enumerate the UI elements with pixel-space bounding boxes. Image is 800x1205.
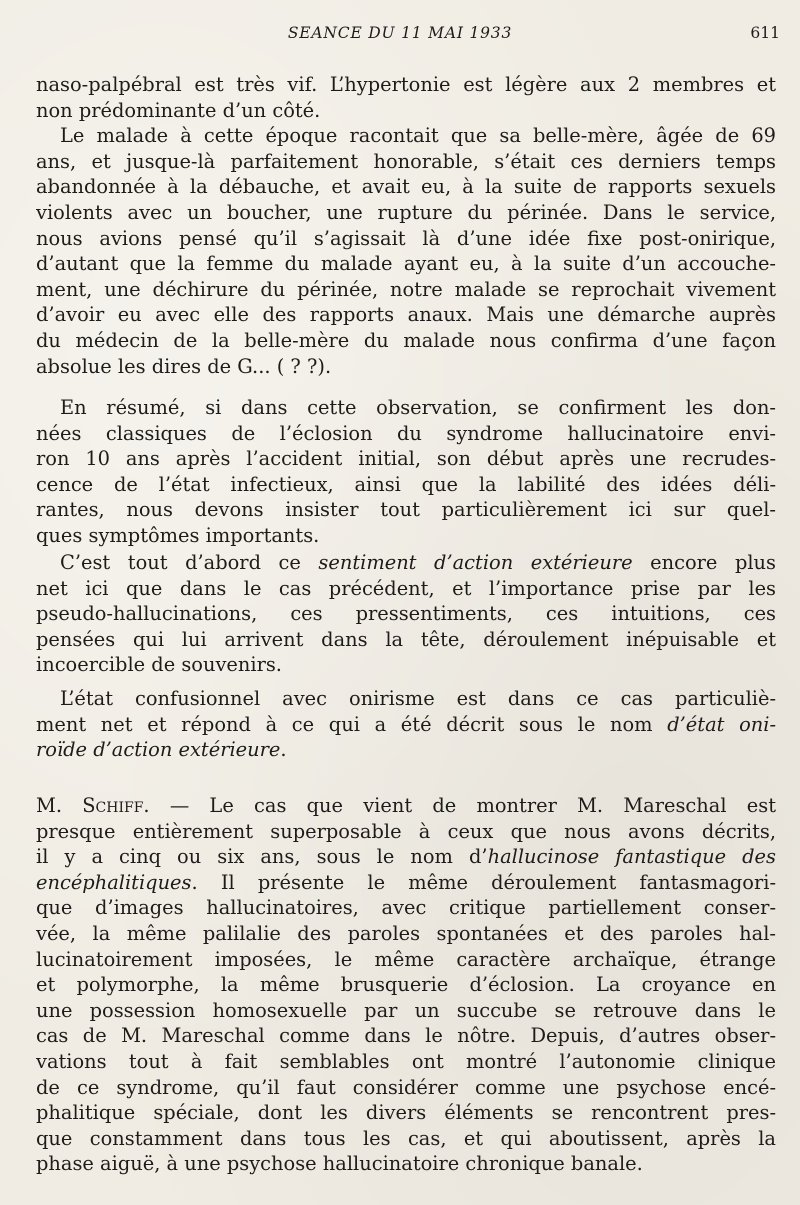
text-run: ment net et répond à ce qui a été décrit sous le nom <box>36 712 668 736</box>
italic-term: d’état oni- <box>667 712 776 736</box>
italic-term: encéphalitiques <box>36 870 192 894</box>
text-line: ans, et jusque-là parfaitement honorable, s’était ces derniers temps <box>36 149 776 173</box>
text-line: vations tout à fait semblables ont montré l’autonomie clinique <box>36 1049 776 1073</box>
text-line: presque entièrement superposable à ceux que nous avons décrits, <box>36 819 776 843</box>
text-line: du médecin de la belle-mère du malade nous confirma d’une façon <box>36 328 776 352</box>
page-number: 611 <box>750 24 780 42</box>
text-line: rantes, nous devons insister tout particulièrement ici sur quel- <box>36 498 776 522</box>
text-line: ques symptômes importants. <box>36 523 320 547</box>
paragraph-continuation <box>36 72 776 379</box>
text-run: C’est tout d’abord ce <box>60 551 319 574</box>
text-line: pseudo-hallucinations, ces pressentiments, ces intuitions, ces <box>36 602 776 626</box>
paragraph-schiff-discussion <box>36 793 776 1177</box>
italic-term: sentiment d’action extérieure <box>318 551 633 574</box>
paragraph-confusional-state <box>36 686 776 763</box>
text-line: naso-palpébral est très vif. L’hypertonie est légère aux 2 membres et <box>36 73 776 96</box>
paragraph-sentiment <box>36 550 776 678</box>
text-line <box>36 870 776 896</box>
text-line <box>36 793 776 819</box>
text-line: une possession homosexuelle par un succube se retrouve dans le <box>36 998 776 1022</box>
text-line: Le malade à cette époque racontait que sa belle-mère, âgée de 69 <box>60 124 776 148</box>
text-line: violents avec un boucher, une rupture du périnée. Dans le service, <box>36 200 776 224</box>
text-line: non prédominante d’un côté. <box>36 98 321 122</box>
text-line: et polymorphe, la même brusquerie d’éclosion. La croyance en <box>36 973 776 997</box>
text-line: cas de M. Mareschal comme dans le nôtre. Depuis, d’autres obser- <box>36 1024 776 1048</box>
text-line: d’autant que la femme du malade ayant eu, à la suite d’un accouche- <box>36 252 776 276</box>
text-line: d’avoir eu avec elle des rapports anaux. Mais une démarche auprès <box>36 303 776 327</box>
text-line <box>36 550 776 576</box>
text-run: . — Le cas que vient de montrer M. Mareschal est <box>143 794 776 817</box>
speaker-name: Schiff <box>82 794 144 817</box>
text-run: . <box>280 738 287 762</box>
text-line: que constamment dans tous les cas, et qui aboutissent, après la <box>36 1126 776 1150</box>
text-line: vée, la même palilalie des paroles spontanées et des paroles hal- <box>36 921 776 945</box>
text-line: ron 10 ans après l’accident initial, son début après une recrudes- <box>36 447 776 471</box>
text-line: L’état confusionnel avec onirisme est dans ce cas particuliè- <box>60 687 776 710</box>
text-line: cence de l’état infectieux, ainsi que la labilité des idées déli- <box>36 472 776 496</box>
text-line <box>36 844 776 870</box>
italic-term: roïde d’action extérieure <box>36 738 281 762</box>
text-run: il y a cinq ou six ans, sous le nom d’ <box>36 845 488 869</box>
page-header <box>0 24 800 48</box>
text-line: net ici que dans le cas précédent, et l’importance prise par les <box>36 576 776 600</box>
text-line: incoercible de souvenirs. <box>36 653 282 677</box>
text-line <box>36 712 776 738</box>
italic-term: hallucinose fantastique des <box>487 845 776 869</box>
speaker-prefix: M. <box>36 794 83 817</box>
text-line: phalitique spéciale, dont les divers éléments se rencontrent pres- <box>36 1101 776 1125</box>
text-line: nées classiques de l’éclosion du syndrome hallucinatoire envi- <box>36 421 776 445</box>
paragraph-summary <box>36 395 776 549</box>
text-line <box>36 737 776 763</box>
text-line: ment, une déchirure du périnée, notre malade se reprochait vivement <box>36 277 776 301</box>
running-head: SEANCE DU 11 MAI 1933 <box>287 24 513 42</box>
text-line: lucinatoirement imposées, le même caractère archaïque, étrange <box>36 947 776 971</box>
text-line: de ce syndrome, qu’il faut considérer comme une psychose encé- <box>36 1075 776 1099</box>
text-line: phase aiguë, à une psychose hallucinatoire chronique banale. <box>36 1152 643 1176</box>
text-line: que d’images hallucinatoires, avec critique partiellement conser- <box>36 896 776 920</box>
text-line: En résumé, si dans cette observation, se confirment les don- <box>60 396 776 419</box>
text-line: absolue les dires de G... ( ? ?). <box>36 354 332 378</box>
text-line: abandonnée à la débauche, et avait eu, à la suite de rapports sexuels <box>36 175 776 199</box>
text-run: . Il présente le même déroulement fantasmagori- <box>191 870 776 894</box>
text-run: encore plus <box>632 551 776 574</box>
text-line: nous avions pensé qu’il s’agissait là d’une idée fixe post-onirique, <box>36 226 776 250</box>
text-line: pensées qui lui arrivent dans la tête, déroulement inépuisable et <box>36 627 776 651</box>
